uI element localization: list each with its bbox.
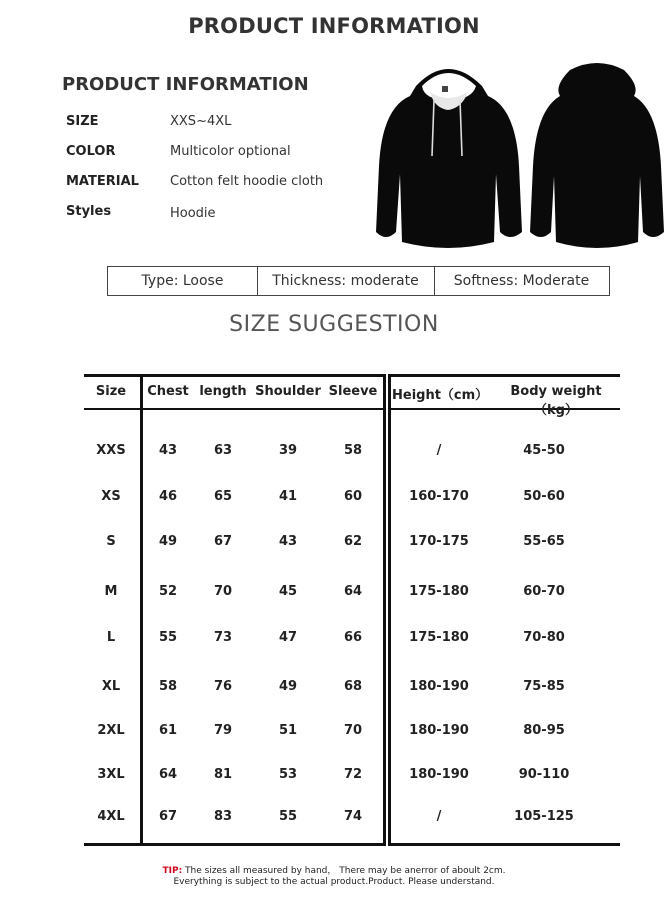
cell-height: 175-180 [409,630,469,645]
cell-height: / [436,443,442,458]
header-size: Size [95,384,127,399]
cell-sleeve: 60 [343,489,363,504]
cell-size: L [106,630,116,645]
cell-body-weight: 45-50 [523,443,565,458]
cell-shoulder: 39 [278,443,298,458]
cell-length: 65 [213,489,233,504]
attribute-softness: Softness: Moderate [434,266,610,296]
cell-size: 2XL [97,723,125,738]
cell-sleeve: 58 [343,443,363,458]
cell-sleeve: 62 [343,534,363,549]
cell-length: 79 [213,723,233,738]
cell-size: S [106,534,116,549]
cell-chest: 67 [158,809,178,824]
hoodie-front-image [376,56,522,250]
cell-sleeve: 64 [343,584,363,599]
cell-body-weight: 90-110 [518,767,570,782]
info-key-size: SIZE [66,114,99,129]
size-suggestion-title: SIZE SUGGESTION [229,312,439,337]
attribute-thickness: Thickness: moderate [257,266,435,296]
info-value-color: Multicolor optional [170,144,291,159]
cell-chest: 46 [158,489,178,504]
table-size-divider [140,374,143,846]
tip-line-1 [0,863,668,876]
header-length: length [199,384,247,399]
header-shoulder: Shoulder [255,384,321,399]
cell-size: XL [101,679,121,694]
cell-height: 170-175 [409,534,469,549]
tip-text-1: The sizes all measured by hand， There may be anerror of aboult 2cm. [185,866,506,876]
header-body-weight: Body weight（kg） [510,384,602,418]
info-value-size: XXS~4XL [170,114,232,129]
cell-size: M [104,584,118,599]
table-bottom-rule-left [84,843,385,846]
cell-height: / [436,809,442,824]
attribute-type: Type: Loose [107,266,258,296]
cell-height: 180-190 [409,723,469,738]
cell-shoulder: 45 [278,584,298,599]
cell-shoulder: 47 [278,630,298,645]
table-top-rule-right [390,374,620,377]
info-key-material: MATERIAL [66,174,139,189]
cell-size: XS [101,489,121,504]
cell-chest: 58 [158,679,178,694]
page-title: PRODUCT INFORMATION [188,14,480,38]
cell-shoulder: 43 [278,534,298,549]
cell-height: 180-190 [409,679,469,694]
header-sleeve: Sleeve [328,384,378,399]
tip-line-2: Everything is subject to the actual product.Product. Please understand. [173,877,495,887]
cell-sleeve: 70 [343,723,363,738]
cell-body-weight: 105-125 [514,809,574,824]
info-value-styles: Hoodie [170,206,216,221]
cell-length: 83 [213,809,233,824]
table-bottom-rule-right [390,843,620,846]
cell-shoulder: 55 [278,809,298,824]
info-value-material: Cotton felt hoodie cloth [170,174,324,189]
header-chest: Chest [147,384,189,399]
cell-size: 3XL [97,767,125,782]
cell-size: 4XL [97,809,125,824]
cell-shoulder: 51 [278,723,298,738]
cell-chest: 52 [158,584,178,599]
cell-body-weight: 55-65 [523,534,565,549]
cell-sleeve: 74 [343,809,363,824]
cell-chest: 64 [158,767,178,782]
cell-sleeve: 72 [343,767,363,782]
table-header-rule-left [84,408,385,410]
cell-length: 70 [213,584,233,599]
cell-sleeve: 66 [343,630,363,645]
cell-size: XXS [96,443,126,458]
cell-chest: 55 [158,630,178,645]
cell-body-weight: 70-80 [523,630,565,645]
cell-height: 160-170 [409,489,469,504]
cell-body-weight: 75-85 [523,679,565,694]
cell-sleeve: 68 [343,679,363,694]
cell-length: 76 [213,679,233,694]
cell-body-weight: 60-70 [523,584,565,599]
cell-length: 81 [213,767,233,782]
cell-shoulder: 41 [278,489,298,504]
cell-length: 73 [213,630,233,645]
cell-chest: 61 [158,723,178,738]
cell-body-weight: 50-60 [523,489,565,504]
info-title: PRODUCT INFORMATION [62,74,309,95]
header-height: Height（cm） [392,388,489,403]
cell-height: 175-180 [409,584,469,599]
cell-body-weight: 80-95 [523,723,565,738]
table-center-divider-a [383,374,386,846]
cell-chest: 43 [158,443,178,458]
tip-label: TIP: [162,866,183,876]
cell-length: 63 [213,443,233,458]
cell-shoulder: 49 [278,679,298,694]
table-center-divider-b [388,374,391,846]
cell-chest: 49 [158,534,178,549]
cell-length: 67 [213,534,233,549]
table-top-rule-left [84,374,385,377]
hoodie-back-image [530,56,664,250]
info-key-color: COLOR [66,144,116,159]
info-key-styles: Styles [66,204,112,219]
cell-height: 180-190 [409,767,469,782]
cell-shoulder: 53 [278,767,298,782]
